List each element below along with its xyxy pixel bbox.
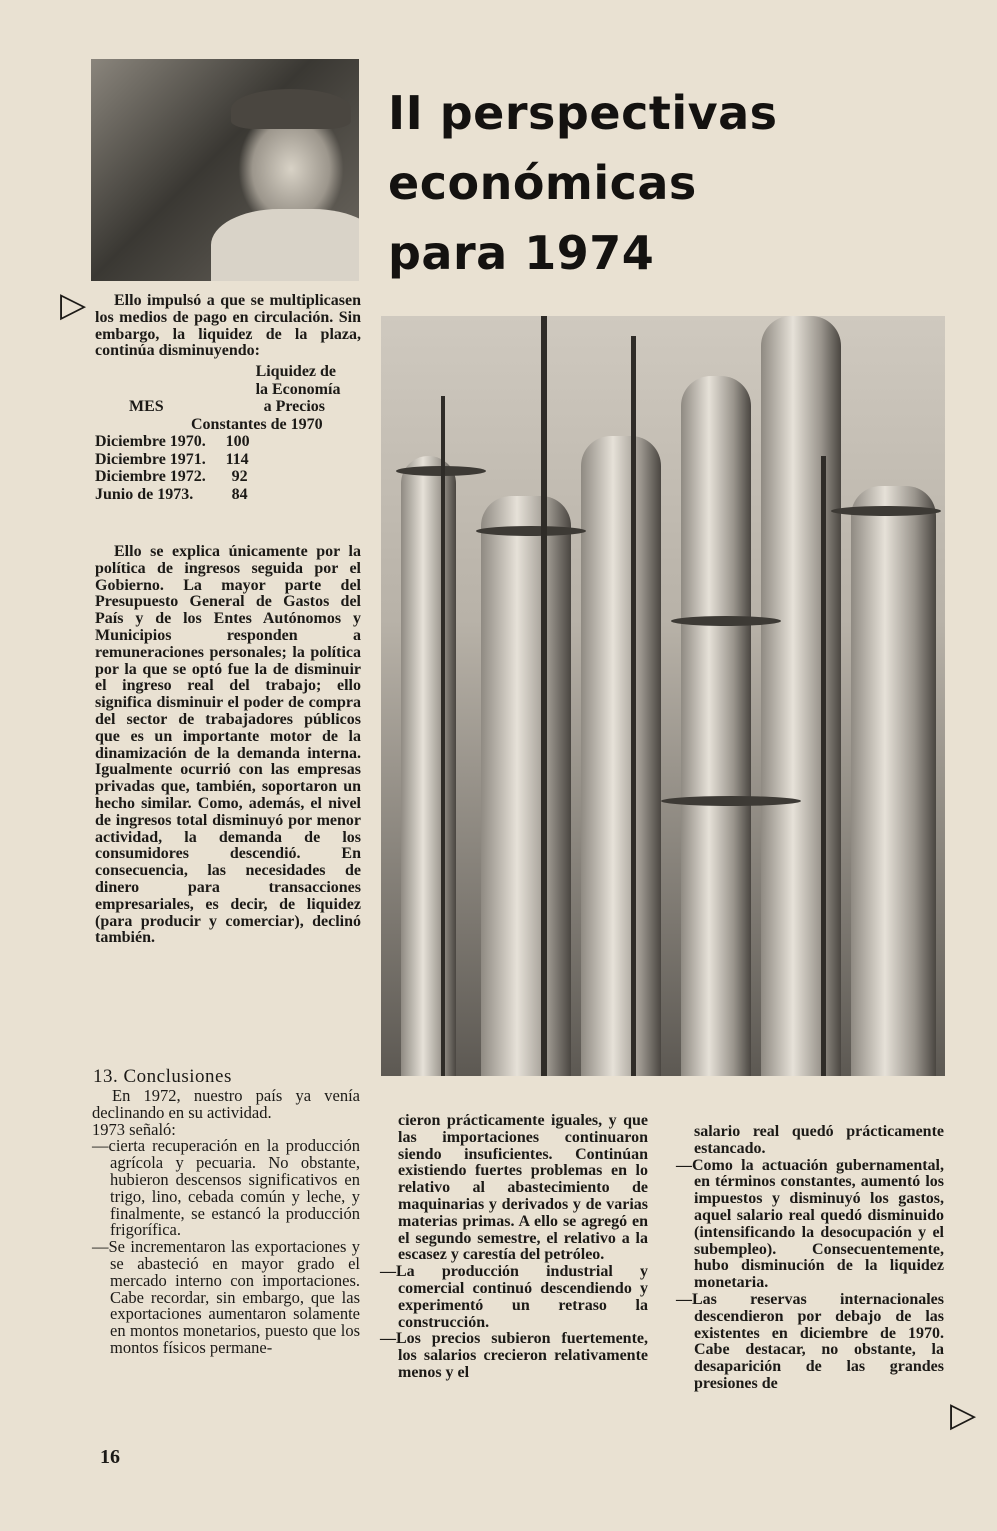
column-1 [92,1088,360,1357]
liquidity-table [95,363,361,503]
conclusion-intro: En 1972, nuestro país ya venía declinando en su actividad. [92,1086,360,1122]
intro-paragraph: Ello impulsó a que se multiplicasen los medios de pago en circulación. Sin embargo, la liquidez de la plaza, continúa disminuyendo: [95,292,361,360]
table-header-mes: MES [129,398,164,416]
table-row: Diciembre 1972. 92 [95,468,248,486]
column-2 [380,1113,648,1382]
article-title [388,78,838,288]
title-line-2: económicas [388,156,697,210]
body-paragraph: cieron prácticamente iguales, y que las importaciones continuaron siendo insuficientes. Continúan existiendo fuertes problemas en lo relativo al abastecimiento de maquinarias y derivados y de varias materias primas. A ello se agregó en el segundo semestre, el relativo a la escasez y carestía del petróleo. [398,1112,648,1264]
continue-arrow-icon: ▷ [60,285,87,325]
next-page-arrow-icon: ▷ [950,1395,977,1435]
section-heading: 13. Conclusiones [93,1066,232,1087]
bullet-item: —Se incrementaron las exportaciones y se abasteció en mayor grado el mercado interno con importaciones. Cabe recordar, sin embargo, que las exportaciones aumentaron solamente en montos monetarios, puesto que los montos físicos permane- [92,1237,360,1357]
table-row: Diciembre 1971. 114 [95,450,249,468]
title-line-3: para 1974 [388,226,655,280]
bullet-item: —cierta recuperación en la producción agrícola y pecuaria. No obstante, hubieron descensos significativos en trigo, lino, cebada común y leche, y finalmente, se estancó la producción frigorífica. [92,1136,360,1240]
table-header: a Precios [263,398,326,416]
bullet-item: —Los precios subieron fuertemente, los salarios crecieron relativamente menos y el [380,1330,648,1381]
left-column-top [95,293,361,503]
conclusion-1973: 1973 señaló: [92,1119,176,1139]
table-header: la Economía [255,380,341,398]
table-row: Junio de 1973. 84 [95,485,248,503]
bullet-item: —Como la actuación gubernamental, en términos constantes, aumentó los impuestos y disminuyó los gastos, aquel salario real quedó disminuido (intensificando la desocupación y el subempleo). Consecuentemente, hubo disminución de la liquidez monetaria. [676,1156,944,1292]
left-column-middle [95,544,361,947]
bullet-item: —Las reservas internacionales descendieron por debajo de las existentes en diciembre de 1970. Cabe destacar, no obstante, la desaparición de las grandes presiones de [676,1290,944,1392]
body-paragraph: Ello se explica únicamente por la política de ingresos seguida por el Gobierno. La mayor parte del Presupuesto General de Gastos del País y de los Entes Autónomos y Municipios responden a remuneraciones personales; la política por la que se optó fue la de disminuir el ingreso real del trabajo; ello significa disminuir el poder de compra del sector de trabajadores públicos que es un importante motor de la dinamización de la demanda interna. Igualmente ocurrió con las empresas privadas que, también, soportaron un hecho similar. Como, además, el nivel de ingresos total disminuyó por menor actividad, la demanda de los consumidores descendió. En consecuencia, las necesidades de dinero para transacciones empresariales, es decir, de liquidez (para producir y comerciar), declinó también. [95,543,361,947]
bullet-item: —La producción industrial y comercial continuó descendiendo y experimentó un retraso la construcción. [380,1263,648,1331]
column-3 [676,1124,944,1393]
table-header: Constantes de 1970 [191,415,323,433]
portrait-photo [91,59,359,281]
refinery-photo [381,316,945,1076]
title-line-1: II perspectivas [388,86,778,140]
body-paragraph: salario real quedó prácticamente estancado. [694,1123,944,1157]
table-header: Liquidez de [255,363,337,381]
table-row: Diciembre 1970. 100 [95,433,250,451]
page-number: 16 [100,1446,120,1468]
